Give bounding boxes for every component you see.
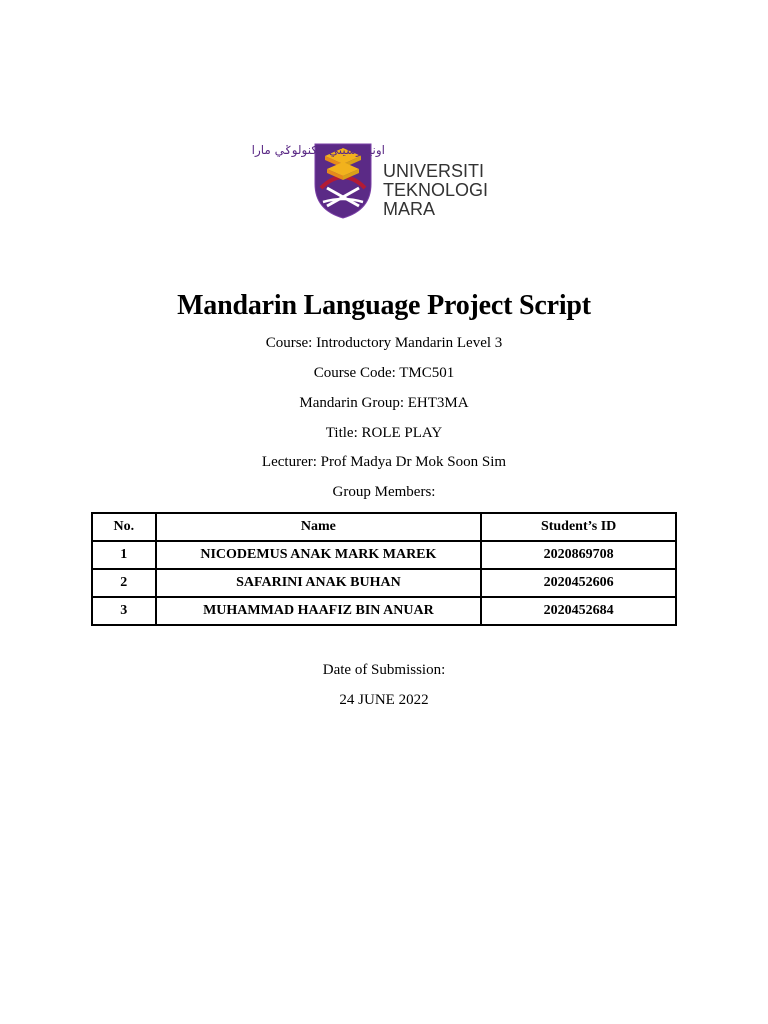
- cell-no: 1: [92, 541, 156, 569]
- lecturer-line: Lecturer: Prof Madya Dr Mok Soon Sim: [261, 454, 507, 470]
- cell-name: SAFARINI ANAK BUHAN: [156, 569, 482, 597]
- cell-name: NICODEMUS ANAK MARK MAREK: [156, 541, 482, 569]
- submission-label: Date of Submission:: [322, 662, 446, 678]
- course-code-line: Course Code: TMC501: [313, 365, 455, 381]
- table-header-row: [92, 513, 676, 541]
- table-row: [92, 569, 676, 597]
- course-line: Course: Introductory Mandarin Level 3: [265, 335, 503, 351]
- members-table: [91, 512, 677, 626]
- cell-student-id: 2020452606: [481, 569, 676, 597]
- table-row: [92, 597, 676, 625]
- submission-date: 24 JUNE 2022: [339, 692, 429, 708]
- svg-text:UNIVERSITI: UNIVERSITI: [383, 161, 485, 181]
- table-row: [92, 541, 676, 569]
- header-name: Name: [156, 513, 482, 541]
- cell-no: 2: [92, 569, 156, 597]
- header-student-id: Student’s ID: [481, 513, 676, 541]
- group-line: Mandarin Group: EHT3MA: [299, 395, 469, 411]
- header-no: No.: [92, 513, 156, 541]
- uitm-logo: [251, 140, 489, 220]
- cell-student-id: 2020452684: [481, 597, 676, 625]
- svg-text:MARA: MARA: [383, 199, 436, 219]
- cell-name: MUHAMMAD HAAFIZ BIN ANUAR: [156, 597, 482, 625]
- svg-text:TEKNOLOGI: TEKNOLOGI: [383, 180, 489, 200]
- document-title: Mandarin Language Project Script: [177, 290, 591, 321]
- uitm-crest-icon: [251, 140, 489, 220]
- cell-student-id: 2020869708: [481, 541, 676, 569]
- svg-text:اونيۏرسيتي تيكنولوݢي مارا: اونيۏرسيتي تيكنولوݢي مارا: [251, 143, 385, 157]
- assignment-title-line: Title: ROLE PLAY: [325, 425, 443, 441]
- cell-no: 3: [92, 597, 156, 625]
- members-heading: Group Members:: [332, 484, 436, 500]
